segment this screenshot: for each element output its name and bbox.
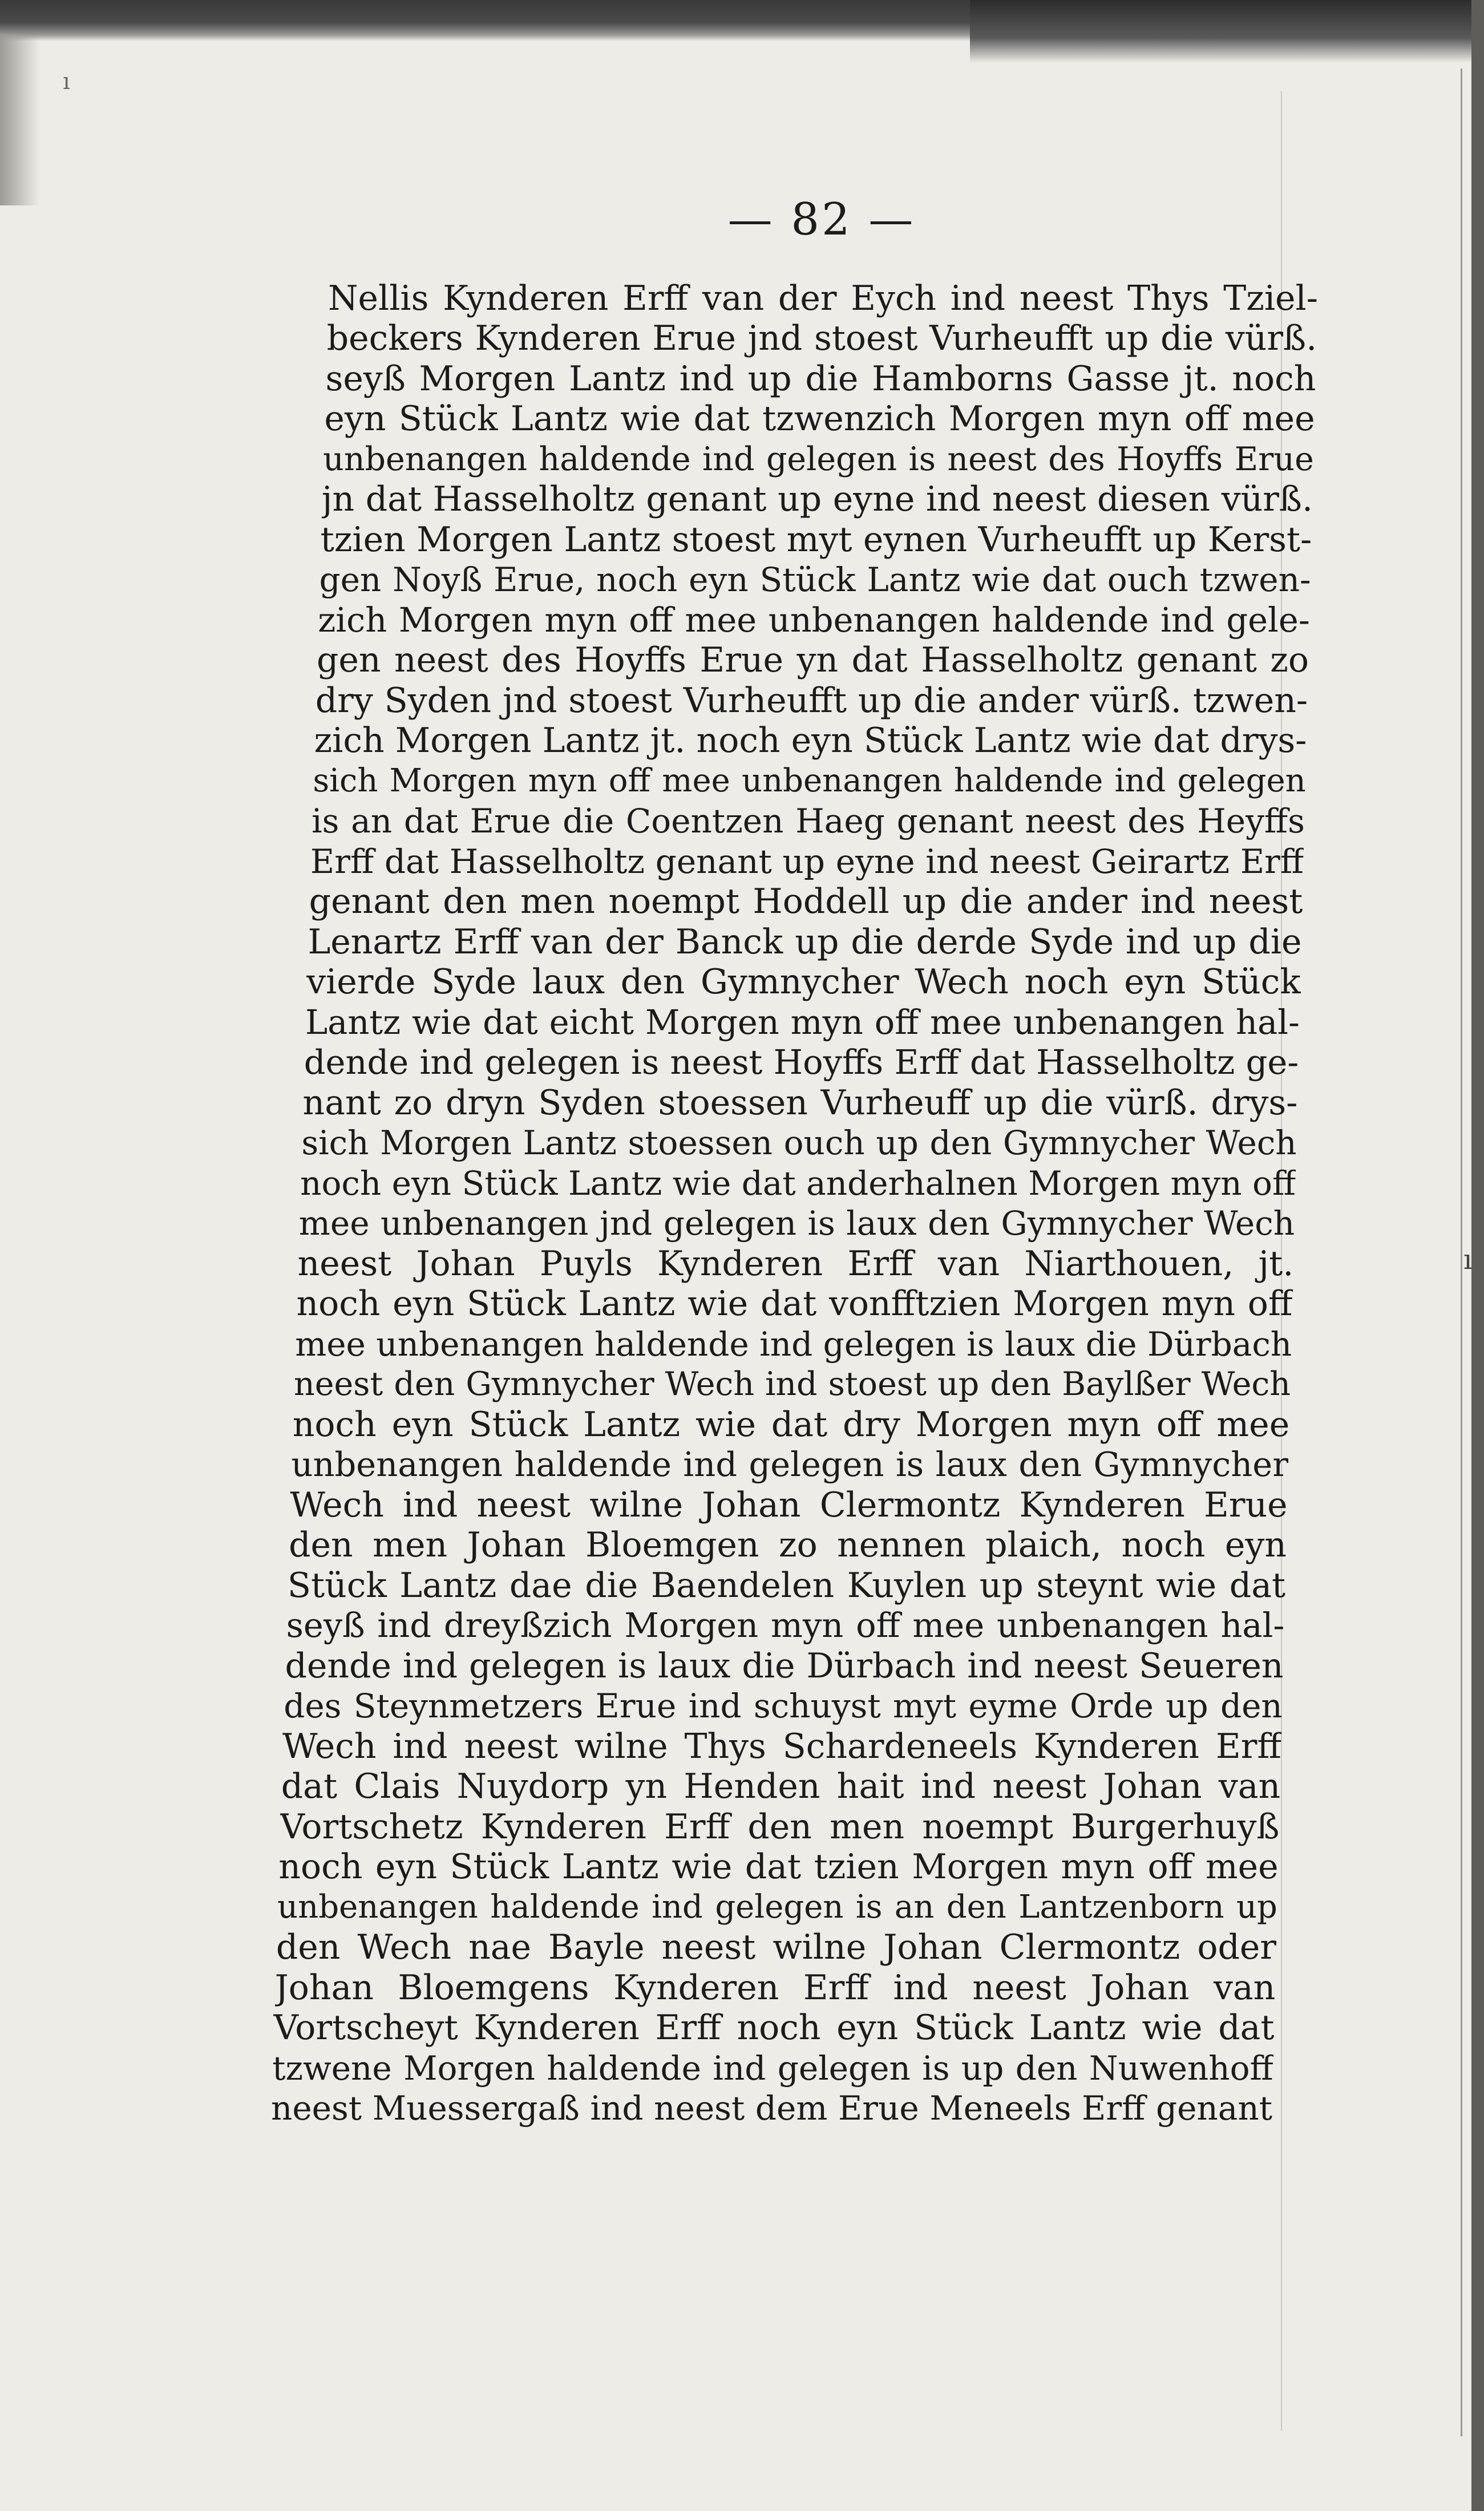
text-line: Vortscheyt Kynderen Erff noch eyn Stück Lantz wie dat bbox=[273, 2008, 1275, 2048]
text-line: neest den Gymnycher Wech ind stoest up den Baylßer Wech bbox=[294, 1365, 1291, 1404]
page-number: — 82 — bbox=[727, 194, 916, 245]
text-line: dat Clais Nuydorp yn Henden hait ind neest Johan van bbox=[281, 1766, 1281, 1807]
text-line: vierde Syde laux den Gymnycher Wech noch eyn Stück bbox=[306, 962, 1301, 1002]
text-line: gen Noyß Erue, noch eyn Stück Lantz wie dat ouch tzwen- bbox=[319, 560, 1311, 600]
text-line: tzwene Morgen haldende ind gelegen is up den Nuwenhoff bbox=[272, 2048, 1273, 2088]
text-line: neest Johan Puyls Kynderen Erff van Niarthouen, jt. bbox=[297, 1243, 1294, 1284]
text-line: sich Morgen myn off mee unbenangen haldende ind gelegen bbox=[313, 762, 1306, 799]
text-line: Wech ind neest wilne Johan Clermontz Kynderen Erue bbox=[290, 1485, 1288, 1525]
text-line: gen neest des Hoyffs Erue yn dat Hasselholtz genant zo bbox=[317, 640, 1309, 681]
text-line: Erff dat Hasselholtz genant up eyne ind neest Geirartz Erff bbox=[310, 842, 1304, 881]
corner-mark: ı bbox=[63, 68, 70, 95]
text-line: des Steynmetzers Erue ind schuyst myt eyme Orde up den bbox=[284, 1687, 1283, 1726]
text-line: jn dat Hasselholtz genant up eyne ind neest diesen vürß. bbox=[321, 479, 1313, 520]
text-line: unbenangen haldende ind gelegen is neest des Hoyffs Erue bbox=[323, 440, 1314, 478]
text-line: Wech ind neest wilne Thys Schardeneels Kynderen Erff bbox=[282, 1726, 1281, 1766]
text-line: den Wech nae Bayle neest wilne Johan Clermontz oder bbox=[276, 1927, 1277, 1968]
text-line: Vortschetz Kynderen Erff den men noempt Burgerhuyß bbox=[280, 1806, 1280, 1847]
text-line: Lantz wie dat eicht Morgen myn off mee unbenangen hal- bbox=[305, 1002, 1300, 1042]
text-line: nant zo dryn Syden stoessen Vurheuff up die vürß. drys- bbox=[302, 1082, 1298, 1123]
text-line: Johan Bloemgens Kynderen Erff ind neest Johan van bbox=[274, 1967, 1276, 2008]
text-line: sich Morgen Lantz stoessen ouch up den Gymnycher Wech bbox=[301, 1123, 1297, 1163]
text-line: neest Muessergaß ind neest dem Erue Meneels Erff genant bbox=[271, 2089, 1272, 2128]
margin-mark: ı bbox=[1463, 1244, 1473, 1276]
text-line: dry Syden jnd stoest Vurheufft up die ander vürß. tzwen- bbox=[315, 680, 1308, 721]
text-line: Stück Lantz dae die Baendelen Kuylen up steynt wie dat bbox=[287, 1565, 1286, 1606]
text-line: Lenartz Erff van der Banck up die derde Syde ind up die bbox=[308, 921, 1302, 962]
text-line: zich Morgen Lantz jt. noch eyn Stück Lantz wie dat drys- bbox=[314, 721, 1307, 761]
text-line: eyn Stück Lantz wie dat tzwenzich Morgen myn off mee bbox=[324, 399, 1315, 439]
text-line: noch eyn Stück Lantz wie dat vonfftzien Morgen myn off bbox=[296, 1284, 1293, 1324]
text-line: beckers Kynderen Erue jnd stoest Vurheufft up die vürß. bbox=[326, 318, 1317, 359]
text-line: Nellis Kynderen Erff van der Eych ind neest Thys Tziel- bbox=[328, 278, 1318, 318]
text-line: seyß Morgen Lantz ind up die Hamborns Gasse jt. noch bbox=[325, 358, 1316, 399]
text-line: noch eyn Stück Lantz wie dat dry Morgen myn off mee bbox=[292, 1404, 1290, 1445]
text-line: noch eyn Stück Lantz wie dat anderhalnen Morgen myn off bbox=[300, 1163, 1296, 1203]
text-line: noch eyn Stück Lantz wie dat tzien Morgen myn off mee bbox=[278, 1847, 1279, 1887]
text-line: zich Morgen myn off mee unbenangen haldende ind gele- bbox=[318, 600, 1310, 640]
text-line: mee unbenangen jnd gelegen is laux den Gymnycher Wech bbox=[298, 1204, 1295, 1243]
text-line: mee unbenangen haldende ind gelegen is laux die Dürbach bbox=[295, 1324, 1292, 1364]
text-line: is an dat Erue die Coentzen Haeg genant neest des Heyffs bbox=[312, 802, 1305, 841]
text-line: seyß ind dreyßzich Morgen myn off mee unbenangen hal- bbox=[286, 1606, 1285, 1645]
text-line: unbenangen haldende ind gelegen is laux den Gymnycher bbox=[291, 1445, 1289, 1485]
text-line: unbenangen haldende ind gelegen is an den Lantzenborn up bbox=[277, 1888, 1277, 1926]
text-line: dende ind gelegen is neest Hoyffs Erff dat Hasselholtz ge- bbox=[304, 1042, 1299, 1082]
text-line: tzien Morgen Lantz stoest myt eynen Vurheufft up Kerst- bbox=[320, 519, 1312, 560]
text-line: dende ind gelegen is laux die Dürbach ind neest Seueren bbox=[285, 1645, 1284, 1686]
text-line: genant den men noempt Hoddell up die ander ind neest bbox=[309, 882, 1303, 922]
text-line: den men Johan Bloemgen zo nennen plaich, noch eyn bbox=[289, 1525, 1287, 1566]
